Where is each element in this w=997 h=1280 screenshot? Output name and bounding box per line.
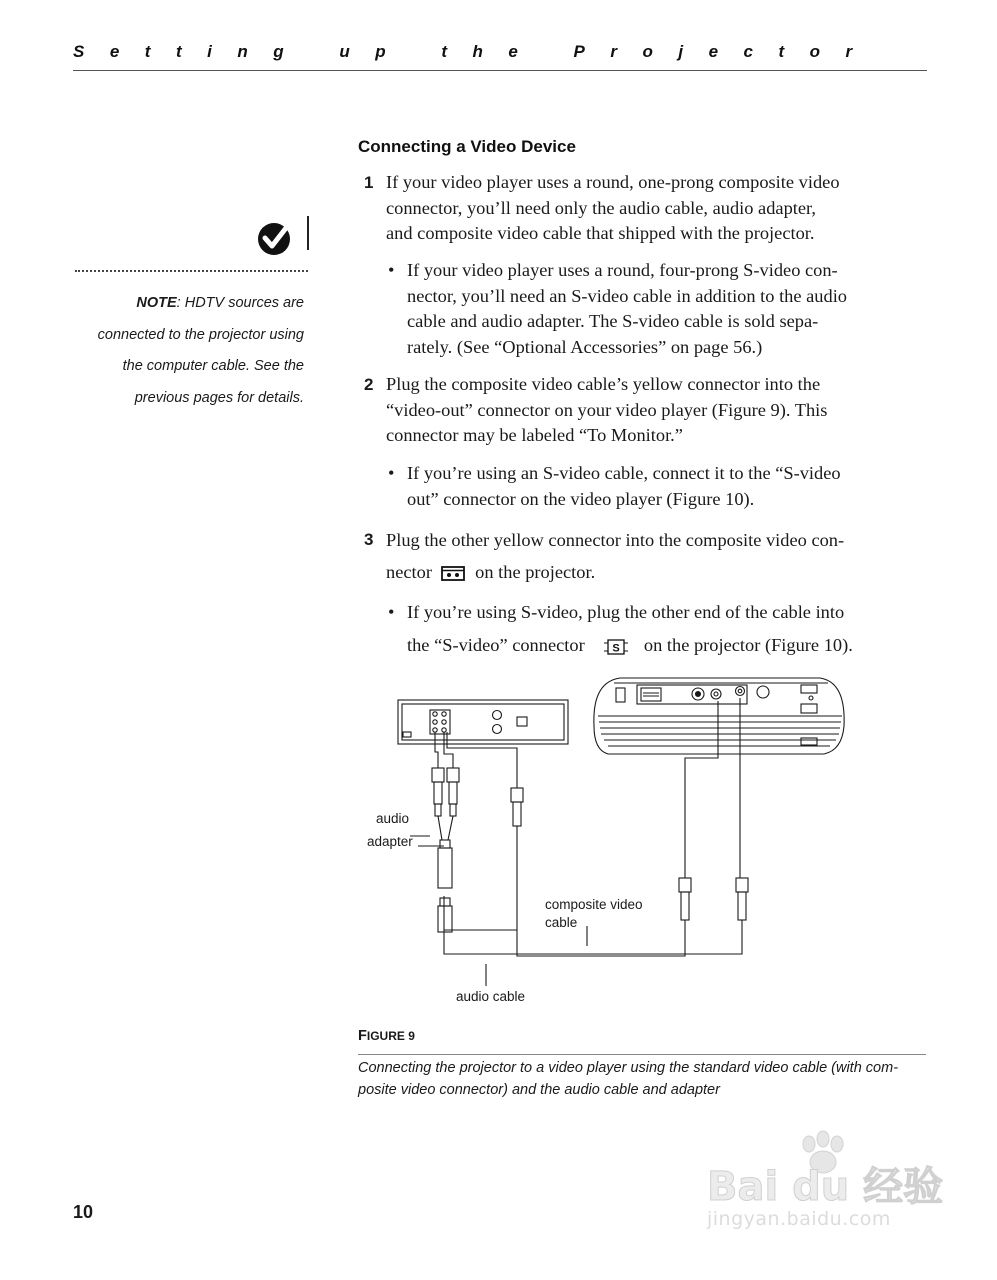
note-line: HDTV sources are [184, 295, 304, 311]
bullet-dot: • [388, 463, 395, 483]
projector-illustration [594, 678, 844, 754]
bullet-line: out” connector on the video player (Figure 10). [407, 488, 755, 509]
note-line: previous pages for details. [134, 390, 304, 407]
step-line: and composite video cable that shipped with the projector. [386, 223, 815, 244]
section-title: Connecting a Video Device [358, 137, 576, 156]
label-audio-cable: audio cable [456, 989, 526, 1004]
step-number: 2 [364, 375, 374, 394]
bullet-dot: • [388, 260, 395, 280]
video-player-illustration [398, 700, 568, 744]
composite-video-icon [441, 566, 465, 581]
bullet-line: If you’re using an S-video cable, connect it to the “S-video [407, 463, 841, 483]
note-label: NOTE [136, 295, 177, 311]
label-cable: cable [545, 915, 578, 930]
figure-caption [358, 1057, 928, 1101]
bullet-line: rately. (See “Optional Accessories” on page 56.) [407, 337, 763, 358]
figure-title-initial: F [358, 1028, 367, 1044]
bullet-line: If you’re using S-video, plug the other end of the cable into [407, 602, 845, 622]
step-line: Plug the composite video cable’s yellow connector into the [386, 374, 821, 394]
step-line: connector, you’ll need only the audio cable, audio adapter, [386, 197, 817, 218]
step-line: If your video player uses a round, one-prong composite video [386, 172, 840, 192]
bullet-line-part: the “S-video” connector [407, 635, 585, 655]
sidebar-dotted-rule [75, 270, 308, 272]
step-1 [364, 170, 929, 247]
page-number: 10 [73, 1202, 94, 1222]
step-line-part: on the projector. [475, 562, 596, 582]
caption-line: posite video connector) and the audio cable and adapter [358, 1082, 720, 1098]
bullet-dot: • [388, 602, 395, 622]
figure-9-diagram [358, 668, 858, 1013]
s-video-glyph: S [612, 642, 620, 655]
sidebar-note: NOTE: HDTV sources are connected to the projector using the computer cable. See the previous pages for details. [80, 288, 304, 415]
figure-rule [358, 1054, 926, 1055]
step-line: “video-out” connector on your video player (Figure 9). This [386, 399, 828, 420]
s-video-icon [603, 638, 629, 656]
step-1-bullet [388, 258, 929, 361]
bullet-line: If your video player uses a round, four-prong S-video con- [407, 260, 838, 280]
step-number: 3 [364, 530, 374, 549]
bullet-line-part: on the projector (Figure 10). [643, 635, 853, 655]
step-line-part: nector [386, 562, 432, 582]
note-marker-bar [307, 216, 309, 250]
step-3 [364, 524, 929, 588]
note-check-icon [256, 218, 296, 258]
step-line: Plug the other yellow connector into the composite video con- [386, 530, 845, 550]
figure-title [358, 1028, 415, 1044]
header-rule [73, 70, 927, 71]
step-2-bullet [388, 461, 929, 512]
label-composite-video: composite video [545, 897, 643, 912]
label-adapter: adapter [367, 834, 413, 849]
note-line: connected to the projector using [97, 326, 304, 343]
watermark-logo-text: Bai du 经验 [707, 1164, 944, 1210]
bullet-line: cable and audio adapter. The S-video cable is sold sepa- [407, 311, 819, 332]
bullet-line: nector, you’ll need an S-video cable in addition to the audio [407, 285, 848, 306]
step-2 [364, 372, 929, 449]
step-line [364, 556, 929, 588]
label-audio: audio [376, 811, 410, 826]
caption-line: Connecting the projector to a video player using the standard video cable (with com- [358, 1060, 899, 1076]
running-header: Setting up the Projector [73, 42, 878, 61]
figure-title-rest: IGURE 9 [366, 1029, 415, 1043]
bullet-line [388, 629, 929, 662]
watermark-url: jingyan.baidu.com [707, 1208, 891, 1230]
step-line: connector may be labeled “To Monitor.” [386, 425, 683, 446]
step-number: 1 [364, 173, 374, 192]
note-line: the computer cable. See the [122, 358, 304, 375]
step-3-bullet [388, 596, 929, 662]
cable-lines [435, 698, 742, 956]
